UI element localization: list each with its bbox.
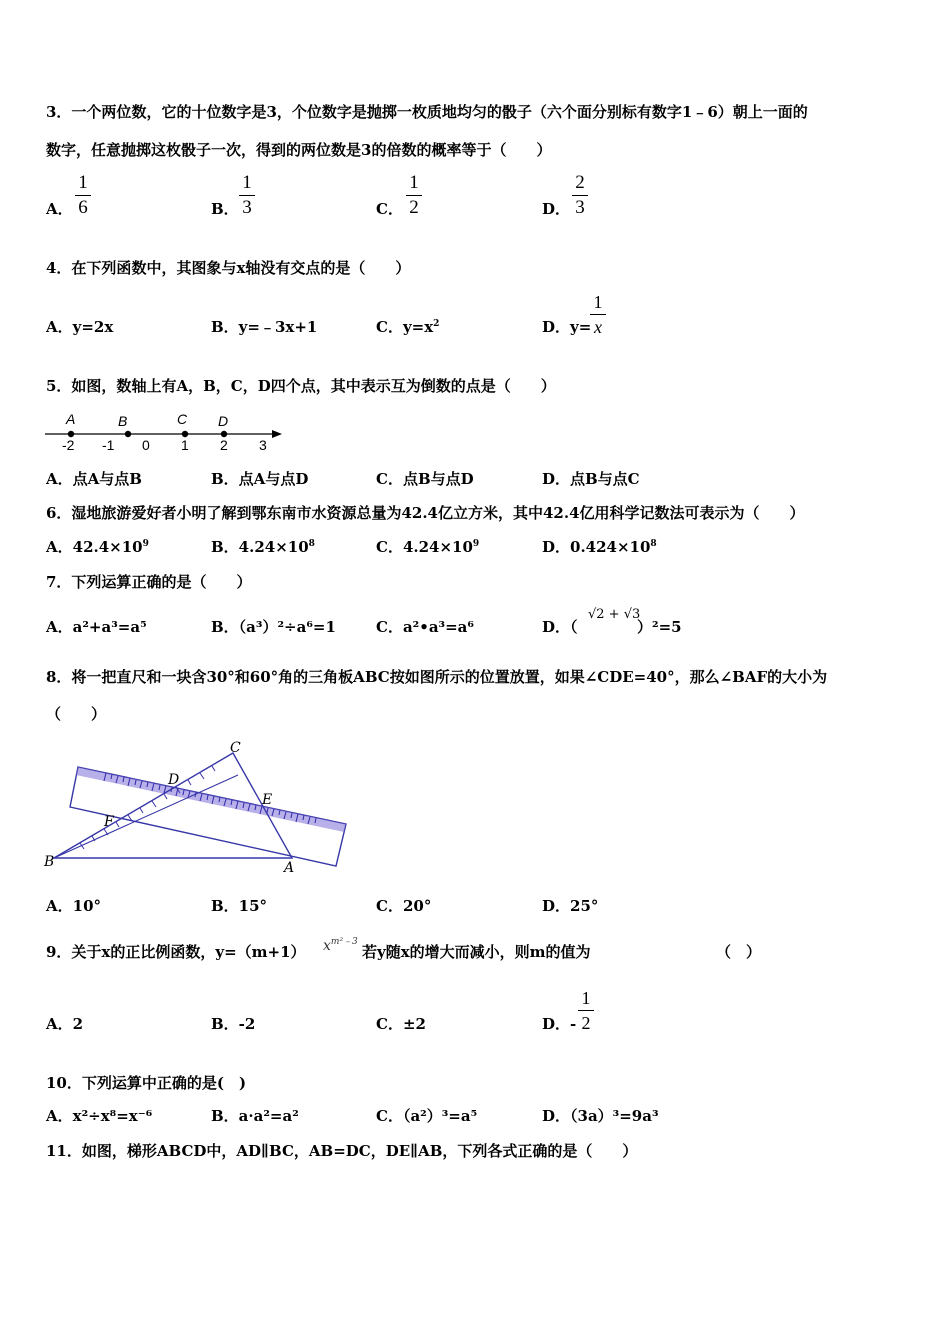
q7-option-c: C．a²•a³=a⁶ xyxy=(376,618,474,636)
point-d-label: D xyxy=(218,413,229,429)
q10-stem: 10．下列运算中正确的是( ) xyxy=(46,1074,247,1092)
q9-option-d: D．- xyxy=(542,1015,577,1033)
q4-option-a: A．y=2x xyxy=(46,318,114,336)
q4-option-d-fraction: 1 x xyxy=(590,292,606,337)
label-a: A xyxy=(284,860,295,874)
q8-stem-line2: （ ） xyxy=(46,705,107,723)
q8-option-a: A．10° xyxy=(46,897,102,915)
q4-stem: 4．在下列函数中，其图象与x轴没有交点的是（ ） xyxy=(46,259,411,277)
q3-option-d-label: D． xyxy=(542,200,571,218)
q6-option-c: C．$4.24\times 10^9$ xyxy=(376,538,480,556)
q7-option-b: B．（a³）²÷a⁶=1 xyxy=(211,618,336,636)
q9-answer-paren: （ ） xyxy=(716,943,762,961)
tick-label: -1 xyxy=(102,437,115,453)
label-d: D xyxy=(168,772,180,788)
q6-option-a: A．$42.4\times 10^9$ xyxy=(46,538,149,556)
q8-stem-line1: 8．将一把直尺和一块含30°和60°角的三角板ABC按如图所示的位置放置，如果∠CDE=40°，那么∠BAF的大小为 xyxy=(46,668,828,686)
q8-option-c: C．20° xyxy=(376,897,432,915)
q5-option-c: C．点B与点D xyxy=(376,470,474,488)
q10-option-a: A．x²÷x⁸=x⁻⁶ xyxy=(46,1107,153,1125)
tick-label: 0 xyxy=(142,437,150,453)
label-e: E xyxy=(262,792,273,808)
q8-option-b: B．15° xyxy=(211,897,268,915)
q5-option-b: B．点A与点D xyxy=(211,470,309,488)
label-f: F xyxy=(104,814,114,830)
q6-option-b: B．$4.24\times 10^8$ xyxy=(211,538,315,556)
q10-option-d: D．（3a）³=9a³ xyxy=(542,1107,659,1125)
q9-option-b: B．-2 xyxy=(211,1015,256,1033)
tick-label: -2 xyxy=(62,437,75,453)
q5-stem: 5．如图，数轴上有A，B，C，D四个点，其中表示互为倒数的点是（ ） xyxy=(46,377,556,395)
point-c-label: C xyxy=(177,411,188,427)
q10-option-c: C．（a²）³=a⁵ xyxy=(376,1107,478,1125)
q4-option-c: C．$y=x^2$ xyxy=(376,318,440,336)
q9-option-a: A．2 xyxy=(46,1015,84,1033)
q7-option-a: A．a²+a³=a⁵ xyxy=(46,618,147,636)
q3-option-c-label: C． xyxy=(376,200,403,218)
tick-label: 3 xyxy=(259,437,267,453)
q5-number-line-figure xyxy=(40,408,290,456)
q6-stem: 6．湿地旅游爱好者小明了解到鄂东南市水资源总量为42.4亿立方米，其中42.4亿用科学记数法可表示为（ ） xyxy=(46,504,805,522)
q9-power: $x^{m^2﹣3}$ xyxy=(323,937,358,954)
q4-option-b: B．y=﹣3x+1 xyxy=(211,318,318,336)
point-b xyxy=(125,431,131,437)
q3-option-c-fraction: 1 2 xyxy=(406,173,422,218)
q6-option-d: D．$0.424\times 10^8$ xyxy=(542,538,657,556)
q3-option-a-label: A． xyxy=(46,200,73,218)
label-b: B xyxy=(44,854,55,870)
q5-option-d: D．点B与点C xyxy=(542,470,640,488)
q8-option-d: D．25° xyxy=(542,897,599,915)
q3-option-a-fraction: 1 6 xyxy=(75,173,91,218)
q7-option-d-radicals: √2 + √3 xyxy=(588,607,641,622)
q9-option-c: C．±2 xyxy=(376,1015,426,1033)
q4-option-d: D．y= xyxy=(542,318,592,336)
q9-option-d-fraction: 1 2 xyxy=(578,988,594,1033)
q7-stem: 7．下列运算正确的是（ ） xyxy=(46,573,252,591)
q5-option-a: A．点A与点B xyxy=(46,470,142,488)
q3-option-b-fraction: 1 3 xyxy=(239,173,255,218)
q8-ruler-triangle-figure xyxy=(40,738,355,874)
number-line-arrow xyxy=(272,430,282,438)
point-a-label: A xyxy=(66,411,76,427)
q11-stem: 11．如图，梯形ABCD中，AD∥BC，AB=DC，DE∥AB，下列各式正确的是（ ） xyxy=(46,1142,638,1160)
q10-option-b: B．a·a²=a² xyxy=(211,1107,299,1125)
point-b-label: B xyxy=(118,413,128,429)
q9-stem-pre: 9．关于x的正比例函数，y=（m+1） xyxy=(46,943,306,961)
q7-option-d-open: D．（ xyxy=(542,618,578,636)
q7-option-d-close: ）²=5 xyxy=(637,618,682,636)
q3-option-d-fraction: 2 3 xyxy=(572,173,588,218)
q9-stem-post: 若y随x的增大而减小，则m的值为 xyxy=(362,943,591,961)
q3-stem-line2: 数字，任意抛掷这枚骰子一次，得到的两位数是3的倍数的概率等于（ ） xyxy=(46,141,552,159)
q3-stem-line1: 3．一个两位数，它的十位数字是3，个位数字是抛掷一枚质地均匀的骰子（六个面分别标有数字1﹣6）朝上一面的 xyxy=(46,103,808,121)
label-c: C xyxy=(230,740,241,756)
tick-label: 2 xyxy=(220,437,228,453)
tick-label: 1 xyxy=(181,437,189,453)
q3-option-b-label: B． xyxy=(211,200,239,218)
